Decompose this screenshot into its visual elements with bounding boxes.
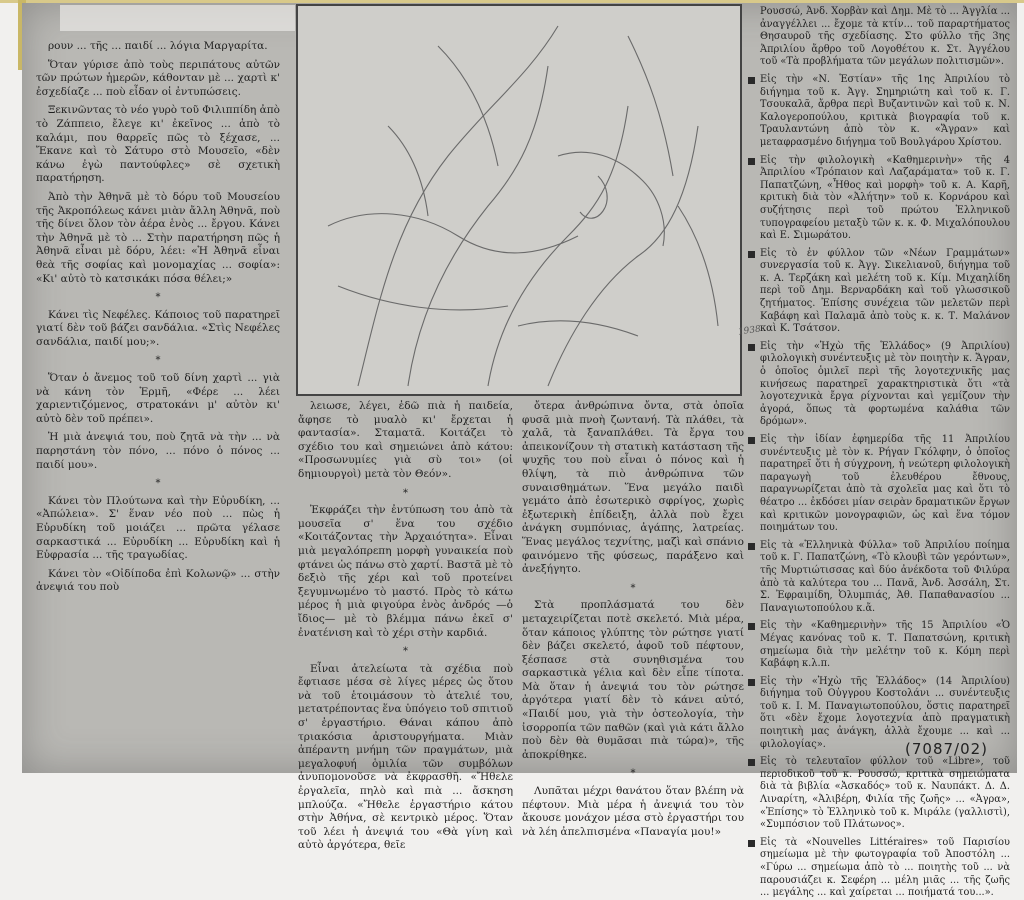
news-item: Ρουσσώ, Ἀνδ. Χορβὰν καὶ Δημ. Μὲ τὸ ... Ἀγγλία ... ἀναγγέλλει ... ἔχομε τὰ κτίν... τοῦ παραρτήματος Θησαυροῦ τῆς σχεδίασης. Στο φύλλο τῆς 3ης Ἀπριλίου ἄρθρο τοῦ Λογοθέτου κ. Στ. Ἀγγέλου τοῦ «Τὰ προβλήματα τῶν μεγάλων πολιτισμῶν». [760, 6, 1010, 68]
paragraph: λειωσε, λέγει, ἐδῶ πιὰ ἡ παιδεία, ἄφησε τὸ μυαλὸ κι' ἔρχεται ἡ φαντασία». Σταματᾶ. Κοιτάζει τὸ σχέδιο του καὶ σημειώνει ἀπὸ κάτου: «Προσωνυμίες γιὰ σὺ τοι» (οἱ δημιουργοὶ) μετὰ τὸν Θεόν». [298, 400, 513, 480]
section-divider: * [630, 582, 636, 594]
section-divider: * [155, 478, 161, 490]
text-column-3 [522, 400, 744, 838]
section-divider: * [155, 292, 161, 304]
news-item: Εἰς τὸ τελευταῖον φύλλον τοῦ «Libre», τοῦ περιοδικοῦ τοῦ κ. Ρουσσώ, κριτικὰ σημειώματα διὰ τὰ βιβλία «Ἀσκαδός» τοῦ κ. Ναυπάκτ. Δ. Δ. Λιναρίτη, «Ἀλιβέρη, Φιλία τῆς ζωῆς» ... «Ἀγρα», «Ἐπίσης» τὸ Ἑλληνικὸ τοῦ κ. Μιράλε (γαλλιστὶ), «Συμπόσιον τοῦ Πλάτωνος». [748, 756, 1010, 832]
paragraph: Στὰ προπλάσματά του δὲν μεταχειρίζεται ποτὲ σκελετό. Μιὰ μέρα, ὅταν κάποιος γλύπτης τὸν ρώτησε γιατί δὲν βάζει σκελετό, ἀφοῦ τοῦ πέφτουν, ξέσπασε στὰ συνηθισμένα του σαρκαστικὰ γέλια καὶ δὲν εἶπε τίποτα. Μὰ ὅταν ἡ ἀνεψιά του τὸν ρώτησε ἀργότερα γιατί δὲν τὸ κάνει αὐτό, «Παιδί μου, γιὰ τὴν ὀστεολογία, τὴν ἰσορροπία τῶν παθῶν (καὶ γιὰ κάτι ἄλλο ποὺ δὲν θὰ θυμᾶσαι πιὰ τώρα)», τῆς ἀποκρίθηκε. [522, 599, 744, 761]
sketch-lines [298, 6, 740, 394]
paragraph: Λυπᾶται μέχρι θανάτου ὅταν βλέπη νὰ πέφτουν. Μιὰ μέρα ἡ ἀνεψιά του τὸν ἄκουσε μονάχον μέσα στὸ ἐργαστήρι του νὰ λέη ἀπελπισμένα «Παναγία μου!» [522, 785, 744, 838]
news-item: Εἰς τὰ «Ἑλληνικὰ Φύλλα» τοῦ Ἀπριλίου ποίημα τοῦ κ. Γ. Παπατζώνη, «Τὸ κλουβὶ τῶν γερόντων», τῆς Μυρτιώτισσας καὶ δύο ἀνέκδοτα τοῦ Φιλύρα ἀπὸ τὰ καλύτερα του ... Πανᾶ, Ἀνδ. Ἀσσάλη, Στ. Σ. Ἐφραιμίδη, Ὀλυμπιάς, Ἀθ. Παπαθανασίου ... Παναγιωτοπούλου κ.ἄ. [748, 540, 1010, 616]
paragraph: Ἡ μιὰ ἀνεψιά του, ποὺ ζητᾶ νὰ τὴν ... νὰ παρηστάνη τὸν πόνο, ... πόνο ὁ πόνος ... παιδί μου». [36, 431, 280, 471]
news-item: Εἰς τὴν φιλολογικὴ «Καθημερινὴν» τῆς 4 Ἀπριλίου «Τρόπαιον καὶ Λαζαράματα» τοῦ κ. Γ. Παπατζώνη, «Ἦθος καὶ μορφὴ» τοῦ κ. Α. Καρῆ, κριτικὴ διὰ τὸν «Ἀλήτην» τοῦ κ. Κορνάρου καὶ συζήτησις περὶ τοῦ πρώτου Ἑλληνικοῦ τυπογραφείου μεταξὺ τῶν κ. κ. Φ. Μιχαλόπουλου καὶ Ε. Σιμωράτου. [748, 155, 1010, 243]
section-divider: * [403, 487, 408, 499]
news-item: Εἰς τὴν «Ἠχὼ τῆς Ἑλλάδος» (14 Ἀπριλίου) διήγημα τοῦ Οὐγγρου Κοστολάνι ... συνέντευξις τοῦ κ. Ι. Μ. Παναγιωτοπούλου, ὅστις παρατηρεῖ ὅτι «δὲν ἔχομε λογοτεχνία ἀπὸ πραγματικὴ ποιητικὴ μας ἀνάγκη, ἀλλὰ ἔχουμε ... καὶ ... φιλολογίας». [748, 676, 1010, 752]
paragraph: Κάνει τὸν «Οἰδίποδα ἐπὶ Κολωνῷ» ... στὴν ἀνεψιά του ποὺ [36, 567, 280, 594]
news-item: Εἰς τὴν ἰδίαν ἐφημερίδα τῆς 11 Ἀπριλίου συνέντευξις μὲ τὸν κ. Ρήγαν Γκόλφην, ὁ ὁποῖος παρατηρεῖ ὅτι ἡ σύγχρονη, ἡ νεώτερη φιλολογικὴ παραγωγὴ τοῦ ἐλευθέρου ἔθνους, παραγνωρίζεται ἀπὸ τὰ σχολεῖα μας καὶ ὅτι τὸ θέατρο ... ἐκδόσει μίαν σειρὰν δραματικῶν ἔργων καὶ κριτικῶν μονογραφιῶν, ὡς καὶ ἕνα τόμον ποιημάτων του. [748, 434, 1010, 535]
news-item: Εἰς τὴν «Καθημερινὴν» τῆς 15 Ἀπριλίου «Ὁ Μέγας κανόνας τοῦ κ. Τ. Παπατσώνη, κριτικὴ σημείωμα διὰ τὴν μελέτην τοῦ κ. Κόμη περὶ Καβάφη κ.λ.π. [748, 620, 1010, 670]
news-item: Εἰς τὴν «Ἠχὼ τῆς Ἑλλάδος» (9 Ἀπριλίου) φιλολογικὴ συνέντευξις μὲ τὸν ποιητὴν κ. Ἄγραν, ὁ ὁποῖος ὁμιλεῖ περὶ τῆς λογοτεχνικῆς μας κινήσεως παρατηρεῖ χαρακτηριστικὰ ὅτι «τὰ λογοτεχνικὰ ἔργα ρίχνονται καὶ γεμίζουν τὴν ἀγορά, ὅπως τὰ φορτωμένα καλάθια τῶν δρόμων». [748, 341, 1010, 429]
text-column-2 [298, 400, 513, 852]
sketch-signature: 1938 [737, 324, 762, 338]
paragraph: Ὅταν ὁ ἄνεμος τοῦ τοῦ δίνη χαρτὶ ... γιὰ νὰ κάνη τὸν Ἑρμῆ, «Φέρε ... λέει χαριεντιζόμενος, στρατοκάνι μ' αὐτὸν κι' αὐτὸ δὲν τοῦ πρέπει». [36, 372, 280, 425]
paragraph: Ἀπὸ τὴν Ἀθηνᾶ μὲ τὸ δόρυ τοῦ Μουσείου τῆς Ἀκροπόλεως κάνει μιὰν ἄλλη Ἀθηνᾶ, ποὺ τῆς δίνει ὅλον τὸν ἀέρα ἑνὸς ... ἔργου. Κάνει τὴν Ἀθηνᾶ μὲ τὸ ... Στὴν παρατήρηση πῶς ἡ Ἀθηνᾶ εἶναι μὲ δόρυ, λέει: «Ἡ Ἀθηνᾶ εἶναι θεὰ τῆς σοφίας καὶ μονομαχίας ... σοφία»: «Κι' αὐτὸ τὸ κατσικάκι πόσα θέλει;» [36, 190, 280, 285]
paragraph: Κάνει τὶς Νεφέλες. Κάποιος τοῦ παρατηρεῖ γιατί δὲν τοῦ βάζει σανδάλια. «Στὶς Νεφέλες σανδάλια, παιδί μου;». [36, 308, 280, 348]
sketch-illustration [296, 4, 762, 396]
news-item: Εἰς τὸ ἐν φύλλον τῶν «Νέων Γραμμάτων» συνεργασία τοῦ κ. Ἀγγ. Σικελιανοῦ, διήγημα τοῦ κ. Α. Τερζάκη καὶ μελέτη τοῦ κ. Κίμ. Μιχαηλίδη περὶ τοῦ Δημ. Βερναρδάκη καὶ τοῦ γλωσσικοῦ ζητήματος. Ἐπίσης συνέχεια τῶν μελετῶν περὶ Καβάφη καὶ Παλαμᾶ ἀπὸ τοὺς κ. κ. Τ. Μαλάνον καὶ Κ. Τσάτσον. [748, 248, 1010, 336]
paragraph: Κάνει τὸν Πλούτωνα καὶ τὴν Εὐρυδίκη, ... «Ἀπώλεια». Σ' ἕναν νέο ποὺ ... πὼς ἡ Εὐρυδίκη τοῦ μοιάζει ... πρῶτα γέλασε σαρκαστικά ... Εὐρυδίκη ... Εὐρυδίκη καὶ ἡ Εὐφρασία ... τῆς τραγωδίας. [36, 494, 280, 562]
section-divider: * [630, 768, 636, 780]
news-item: Εἰς τὰ «Nouvelles Littéraires» τοῦ Παρισίου σημείωμα μὲ τὴν φωτογραφία τοῦ Ἀποστόλη ... «Γύρω ... σημείωμα ἀπὸ τὸ ... ποιητὴς τοῦ ... νὰ παρουσιάζει κ. Σεφέρη ... μέλη μιᾶς ... τῆς ζωῆς ... μεγάλης ... καὶ χαίρεται ... ποιήματά του...». [748, 837, 1010, 900]
paragraph: ρουν ... τῆς ... παιδί ... λόγια Μαργαρίτα. [48, 40, 268, 52]
paragraph: Ὅταν γύρισε ἀπὸ τοὺς περιπάτους αὐτῶν τῶν πρώτων ἡμερῶν, κάθονταν μὲ ... χαρτὶ κ' ἐσχεδίαζε ... ποὺ εἶδαν οἱ ἐντυπώσεις. [36, 58, 280, 98]
section-divider: * [155, 355, 161, 367]
torn-masthead [60, 5, 295, 31]
text-column-4 [748, 6, 1010, 899]
archive-number: (7087/02) [905, 740, 989, 758]
section-divider: * [403, 646, 408, 658]
paragraph: ὄτερα ἀνθρώπινα ὄντα, στὰ ὁποῖα φυσᾶ μιὰ πνοὴ ζωντανή. Τὰ πλάθει, τὰ χαλᾶ, τὰ ξαναπλάθει. Τὰ ἔργα του ἀπεικονίζουν τὴ στατικὴ κατάσταση τῆς ψυχῆς του ποὺ εἶναι ὁ πόνος καὶ ἡ θλίψη, τὰ πιὸ ἀνθρώπινα τῶν συναισθημάτων. Ἕνα μεγάλο παιδὶ γεμάτο ἀπὸ ἐσωτερικὸ σφρίγος, χωρὶς ἐξωτερικὴ ἐπίδειξη, ἀλλὰ ποὺ ἔχει ἀνάγκη συμπόνιας, ἀγάπης, λατρείας. Ἕνας μεγάλος τεχνίτης, μαζὶ καὶ σπάνιο φαινόμενο τῆς φύσεως, παράξενο καὶ ἀνεξήγητο. [522, 400, 744, 576]
text-column-1 [36, 40, 280, 760]
news-item: Εἰς τὴν «Ν. Ἑστίαν» τῆς 1ης Ἀπριλίου τὸ διήγημα τοῦ κ. Ἀγγ. Σημηριώτη καὶ τοῦ κ. Γ. Τσουκαλᾶ, ἄρθρα περὶ Βυζαντινῶν καὶ τοῦ κ. Ν. Καλογεροπούλου, κριτικὰ βιογραφία τοῦ κ. Τραυλαντώνη ἀπὸ τὸν κ. «Ἄγραν» καὶ μεταφρασμένο διήγημα τοῦ Βουλγάρου Χρίστου. [748, 74, 1010, 150]
paragraph: Εἶναι ἀτελείωτα τὰ σχέδια ποὺ ἔφτιασε μέσα σὲ λίγες μέρες ὡς ὅτου νὰ τοῦ ἑτοιμάσουν τὸ ἀτελιέ του, μετατρέποντας ἕνα ὑπόγειο τοῦ σπιτιοῦ σ' ἐργαστήριο. Θάναι κάπου ἀπὸ τριακόσια ἀριστουργήματα. Μιὰν ἀπέραντη μνήμη τῶν πραγμάτων, μιὰ μεγαλοφυή ὁμιλία τῶν συμβόλων ἀνυπομονοῦσε νὰ ἐκφρασθῆ. «Ἤθελε ἐργαλεῖα, πηλὸ καὶ πιὰ ... ἄσκηση μπλούζα. «Ἤθελε ἐργαστήριο κάτου στὴν Ἀθήνα, σὲ κεντρικὸ μέρος. Ὅταν τοῦ λέει ἡ ἀνεψιά του «Θὰ γίνη καὶ αὐτὸ ἀργότερα, θεῖε [298, 662, 513, 852]
paragraph: Ἐκφράζει τὴν ἐντύπωση του ἀπὸ τὰ μουσεῖα σ' ἕνα του σχέδιο «Κοιτάζοντας τὴν Ἀρχαιότητα». Εἶναι μιὰ μεγαλόπρεπη μορφὴ γυναικεία ποὺ φτάνει ὡς πάνω στὸ χαρτί. Βαστᾶ μὲ τὸ δεξιὸ τῆς χέρι καὶ τοῦ προτείνει ξεγυμνωμένο τὸ μαστό. Πρὸς τὸ κάτω μέρος ἡ μιὰ φιγούρα ἐνὸς ἀνδρός —ὁ ἴδιος— μὲ τὸ βλέμμα πάνω ἐκεῖ σ' ἐνατένιση καὶ τὸ χέρι στὴν καρδιά. [298, 504, 513, 639]
paragraph: Ξεκινῶντας τὸ νέο γυρὸ τοῦ Φιλιππίδη ἀπὸ τὸ Ζάππειο, ἔλεγε κι' ἐκεῖνος ... ἀπὸ τὸ καλάμι, που θαρρεῖς πῶς τὸ ξέχασε, ... Ἔκανε καὶ τὸ Σάτυρο στὸ Μουσεῖο, «δὲν κάνω ἐγὼ παντούφλες» σὲ σχετικὴ παρατήρηση. [36, 104, 280, 185]
